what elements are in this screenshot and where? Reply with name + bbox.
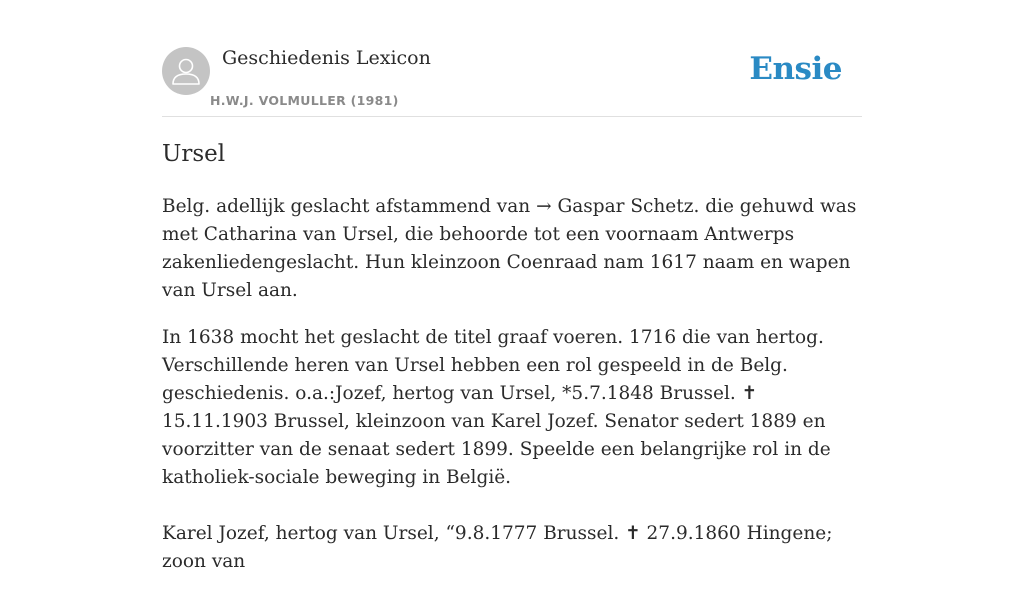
article-paragraph <box>162 193 862 305</box>
user-silhouette-icon[interactable] <box>162 47 210 95</box>
article-paragraph: Karel Jozef, hertog van Ursel, “9.8.1777 Brussel. ✝ 27.9.1860 Hingene; zoon van <box>162 523 833 572</box>
cross-reference-link[interactable]: → Gaspar Schetz <box>536 196 694 217</box>
article-body <box>162 138 862 595</box>
source-header <box>162 46 862 117</box>
source-author: H.W.J. VOLMULLER (1981) <box>210 93 399 108</box>
source-title[interactable]: Geschiedenis Lexicon <box>222 47 431 69</box>
brand-logo[interactable]: Ensie <box>749 51 842 87</box>
paragraph-text: . die gehuwd was met Catharina van Ursel, die behoorde tot een voornaam Antwerps zakenliedengeslacht. Hun kleinzoon Coenraad nam 1617 naam en wapen van Ursel aan. <box>162 196 857 301</box>
paragraph-text: Belg. adellijk geslacht afstammend van <box>162 196 537 217</box>
article-title: Ursel <box>162 141 226 167</box>
article-paragraph: In 1638 mocht het geslacht de titel graaf voeren. 1716 die van hertog. Verschillende heren van Ursel hebben een rol gespeeld in de Belg. geschiedenis. o.a.:Jozef, hertog van Ursel, *5.7.1848 Brussel. ✝ 15.11.1903 Brussel, kleinzoon van Karel Jozef. Senator sedert 1889 en voorzitter van de senaat sedert 1899. Speelde een belangrijke rol in de katholiek-sociale beweging in België. <box>162 327 831 488</box>
